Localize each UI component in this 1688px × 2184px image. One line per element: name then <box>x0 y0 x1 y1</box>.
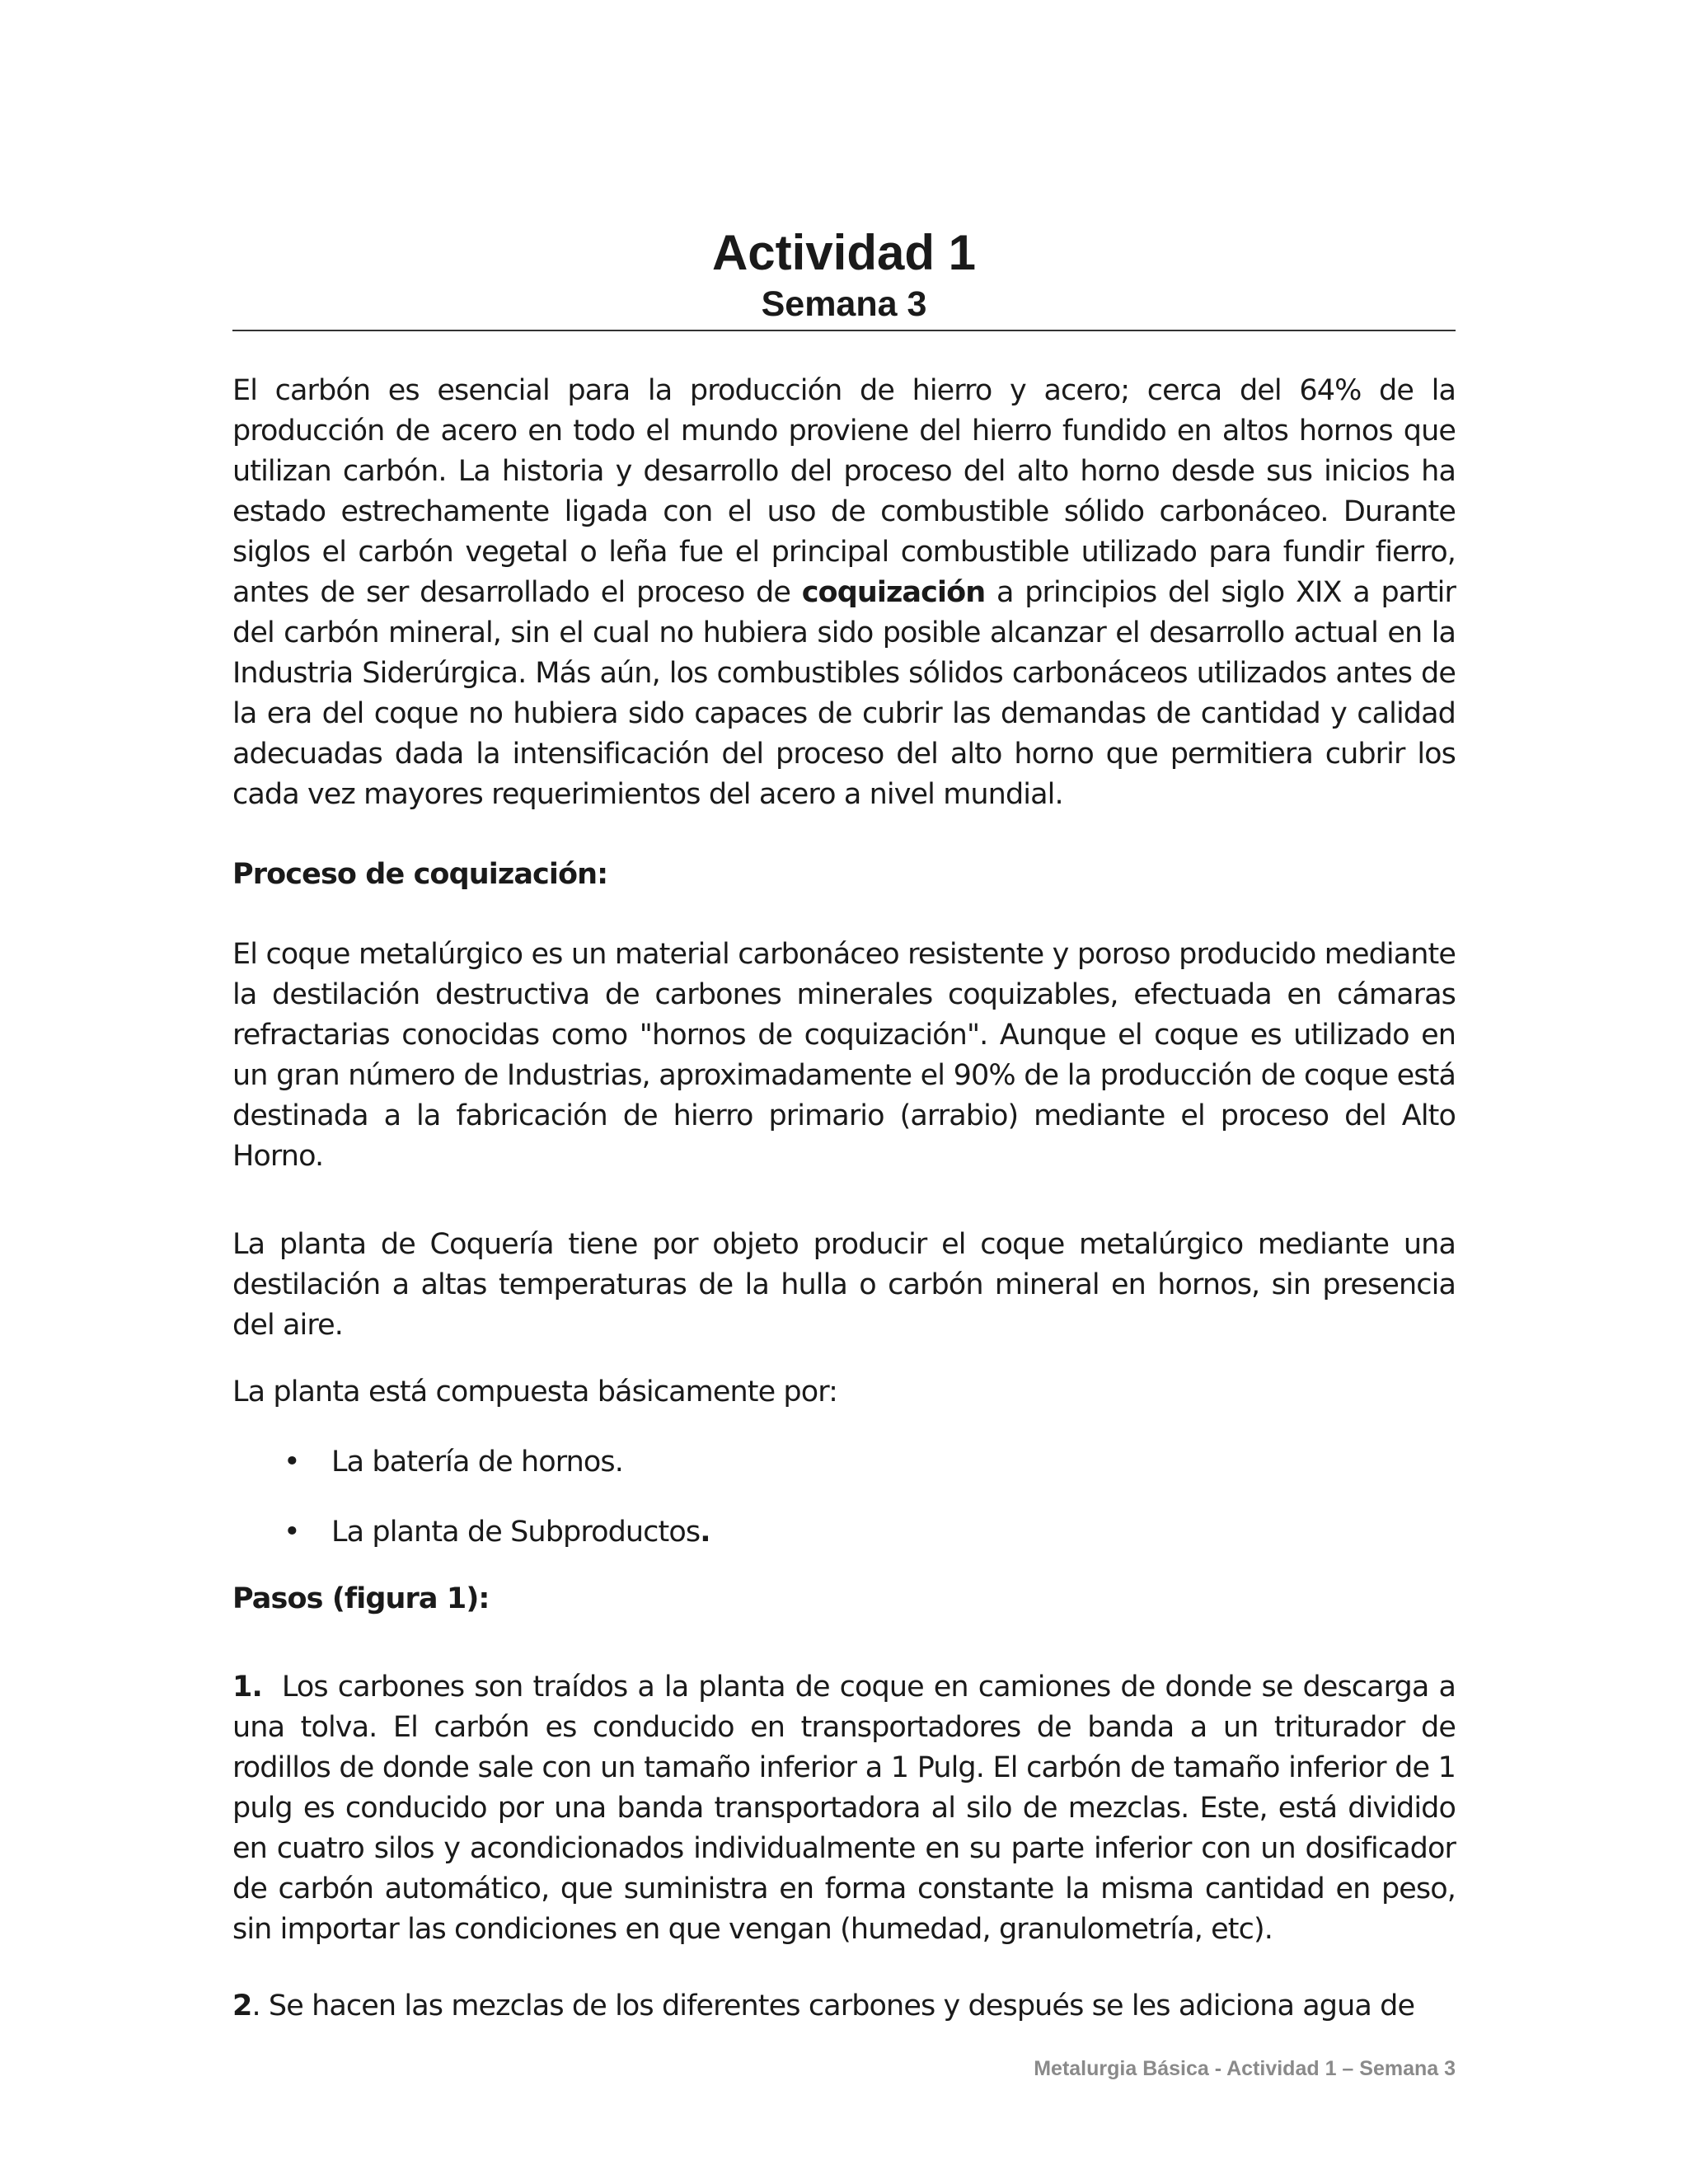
list-item-period: . <box>700 1516 710 1549</box>
composition-list <box>232 1442 1456 1553</box>
intro-text-2: a principios del siglo XIX a partir del carbón mineral, sin el cual no hubiera sido posible alcanzar el desarrollo actual en la Industria Siderúrgica. Más aún, los combustibles sólidos carbonáceos utilizados antes de la era del coque no hubiera sido capaces de cubrir las demandas de cantidad y calidad adecuadas dada la intensificación del proceso del alto horno que permitiera cubrir los cada vez mayores requerimientos del acero a nivel mundial. <box>232 576 1456 811</box>
step-1-paragraph <box>232 1667 1465 1950</box>
intro-text-1: El carbón es esencial para la producción de hierro y acero; cerca del 64% de la producción de acero en todo el mundo proviene del hierro fundido en altos hornos que utilizan carbón. La historia y desarrollo del proceso del alto horno desde sus inicios ha estado estrechamente ligada con el uso de combustible sólido carbonáceo. Durante siglos el carbón vegetal o leña fue el principal combustible utilizado para fundir fierro, antes de ser desarrollado el proceso de <box>232 374 1456 609</box>
bullet-icon: • <box>284 1446 300 1479</box>
page-footer: Metalurgia Básica - Actividad 1 – Semana 3 <box>1034 2057 1456 2080</box>
bullet-icon: • <box>284 1516 300 1549</box>
intro-paragraph <box>232 371 1456 815</box>
step-2-paragraph <box>232 1986 1456 2027</box>
document-page <box>232 223 1465 2027</box>
document-header <box>232 223 1456 331</box>
section-heading: Proceso de coquización: <box>232 858 608 891</box>
step-1-number: 1. <box>232 1671 262 1704</box>
list-item <box>232 1442 1456 1483</box>
composition-intro: La planta está compuesta básicamente por: <box>232 1376 838 1408</box>
list-item-text: La batería de hornos. <box>331 1446 623 1479</box>
list-item-text: La planta de Subproductos <box>331 1516 701 1549</box>
document-body <box>232 371 1465 2027</box>
page-title: Actividad 1 <box>711 225 977 280</box>
step-1-text: Los carbones son traídos a la planta de coque en camiones de donde se descarga a una tolva. El carbón es conducido en transportadores de banda a un triturador de rodillos de donde sale con un tamaño inferior a 1 Pulg. El carbón de tamaño inferior de 1 pulg es conducido por una banda transportadora al silo de mezclas. Este, está dividido en cuatro silos y acondicionados individualmente en su parte inferior con un dosificador de carbón automático, que suministra en forma constante la misma cantidad en peso, sin importar las condiciones en que vengan (humedad, granulometría, etc). <box>232 1671 1465 1946</box>
step-2-text: . Se hacen las mezclas de los diferentes carbones y después se les adiciona agua de <box>251 1990 1415 2022</box>
planta-paragraph: La planta de Coquería tiene por objeto producir el coque metalúrgico mediante una destilación a altas temperaturas de la hulla o carbón mineral en hornos, sin presencia del aire. <box>232 1228 1456 1342</box>
coque-paragraph: El coque metalúrgico es un material carbonáceo resistente y poroso producido mediante la destilación destructiva de carbones minerales coquizables, efectuada en cámaras refractarias conocidas como "hornos de coquización". Aunque el coque es utilizado en un gran número de Industrias, aproximadamente el 90% de la producción de coque está destinada a la fabricación de hierro primario (arrabio) mediante el proceso del Alto Horno. <box>232 938 1456 1173</box>
step-2-number: 2 <box>232 1990 252 2022</box>
steps-heading: Pasos (figura 1): <box>232 1582 490 1615</box>
list-item <box>232 1512 1456 1553</box>
page-subtitle: Semana 3 <box>761 284 927 324</box>
intro-bold-term: coquización <box>801 576 986 609</box>
